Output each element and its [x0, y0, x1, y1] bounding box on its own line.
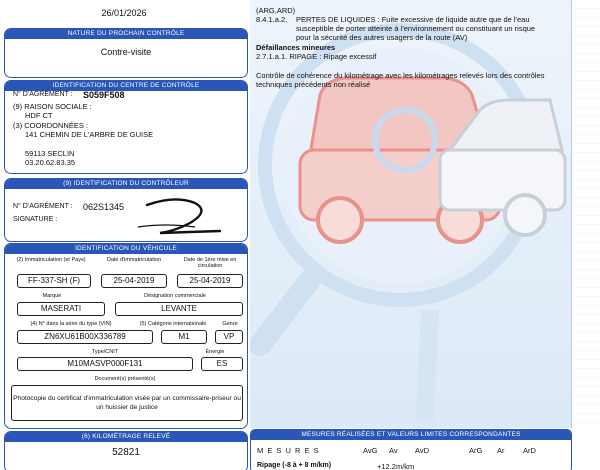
signature-label: SIGNATURE : — [13, 216, 58, 223]
controleur-header: (9) IDENTIFICATION DU CONTRÔLEUR — [5, 179, 247, 189]
watermark-car-icon — [250, 0, 572, 428]
type-value: M10MASVP000F131 — [17, 357, 193, 371]
mesures-panel — [250, 429, 572, 470]
centre-address1: 141 CHEMIN DE L'ARBRE DE GUISE — [25, 130, 154, 139]
right-line0: (ARG,ARD) — [256, 6, 296, 15]
col-ar: Ar — [497, 446, 505, 455]
docs-value: Photocopie du certificat d'immatriculation visée par un commissaire-priseur ou un huissier de justice — [11, 385, 243, 421]
row-value: +12.2m/km — [377, 462, 415, 470]
date-value: 25-04-2019 — [101, 274, 167, 288]
centre-address2: 59113 SECLIN — [25, 149, 75, 158]
col-ard: ArD — [523, 446, 536, 455]
page-edge — [572, 0, 600, 428]
kilometrage-value: 52821 — [112, 447, 140, 458]
categorie-value: M1 — [161, 330, 207, 344]
centre-agrement-value: S059F508 — [83, 90, 125, 100]
immat-value: FF-337-SH (F) — [17, 274, 91, 288]
item1-line1: PERTES DE LIQUIDES : Fuite excessive de liquide autre que de l'eau — [296, 15, 530, 24]
item1-code: 8.4.1.a.2. — [256, 15, 288, 24]
date-label: Date d'immatriculation — [106, 257, 162, 263]
categorie-label: (5) Catégorie internationale — [139, 321, 207, 327]
kilometrage-panel — [4, 431, 248, 470]
energie-value: ES — [201, 357, 243, 371]
minor-header: Défaillances mineures — [256, 43, 336, 52]
immat-label: (2) Immatriculation (et Pays) — [16, 257, 86, 263]
centre-agrement-label: N° D'AGRÉMENT : — [13, 91, 73, 98]
controleur-agrement-label: N° D'AGRÉMENT : — [13, 203, 73, 210]
item1-line3: pour la sécurité des autres usagers de la route (AV) — [296, 33, 468, 42]
col-mesures: M E S U R E S — [257, 446, 320, 455]
vehicule-panel — [4, 243, 248, 429]
vehicule-header: IDENTIFICATION DU VÉHICULE — [5, 244, 247, 254]
signature-icon — [135, 197, 235, 237]
marque-value: MASERATI — [17, 302, 105, 316]
centre-header: IDENTIFICATION DU CENTRE DE CONTRÔLE — [5, 81, 247, 91]
next-visit-header: NATURE DU PROCHAIN CONTRÔLE — [5, 29, 247, 39]
col-avd: AvD — [415, 446, 430, 455]
centre-coord-label: (3) COORDONNÉES : — [13, 121, 89, 130]
coherence-line1: Contrôle de cohérence du kilométrage avec les kilométrages relevés lors des contrôles — [256, 71, 545, 80]
marque-label: Marque — [42, 293, 62, 299]
next-visit-value: Contre-visite — [100, 47, 152, 57]
mesures-header: MESURES RÉALISÉES ET VALEURS LIMITES CORRESPONDANTES — [251, 430, 571, 440]
kilometrage-header: (6) KILOMÉTRAGE RELEVÉ — [5, 432, 247, 442]
vin-label: (4) N° dans la série du type (VIN) — [30, 321, 112, 327]
report-date: 26/01/2026 — [101, 8, 147, 18]
col-avg: AvG — [363, 446, 378, 455]
centre-panel — [4, 80, 248, 174]
centre-raison-value: HDF CT — [25, 111, 53, 120]
controleur-agrement-value: 062S1345 — [83, 202, 125, 212]
coherence-line2: techniques précédents non réalisé — [256, 80, 371, 89]
docs-label: Document(s) présenté(s) — [94, 376, 156, 382]
controleur-panel — [4, 178, 248, 242]
centre-raison-label: (9) RAISON SOCIALE : — [13, 102, 92, 111]
energie-label: Énergie — [205, 349, 225, 355]
designation-value: LEVANTE — [115, 302, 243, 316]
genre-label: Genre — [222, 321, 238, 327]
row-label: Ripage (-8 à + 8 m/km) — [257, 462, 332, 469]
designation-label: Désignation commerciale — [144, 293, 206, 299]
next-visit-panel — [4, 28, 248, 78]
vin-value: ZN6XU61B00X336789 — [17, 330, 153, 344]
first-date-label: Date de 1ère mise en circulation — [183, 257, 237, 269]
report-background — [250, 0, 572, 428]
col-av: Av — [389, 446, 398, 455]
col-arg: ArG — [469, 446, 483, 455]
genre-value: VP — [215, 330, 243, 344]
item2: 2.7.1.a.1. RIPAGE : Ripage excessif — [256, 52, 377, 61]
centre-phone: 03.20.62.83.35 — [25, 158, 76, 167]
first-date-value: 25-04-2019 — [177, 274, 243, 288]
item1-line2: susceptible de porter atteinte à l'environnement ou constituant un risque — [296, 24, 536, 33]
type-label: Type/CNIT — [91, 349, 119, 355]
